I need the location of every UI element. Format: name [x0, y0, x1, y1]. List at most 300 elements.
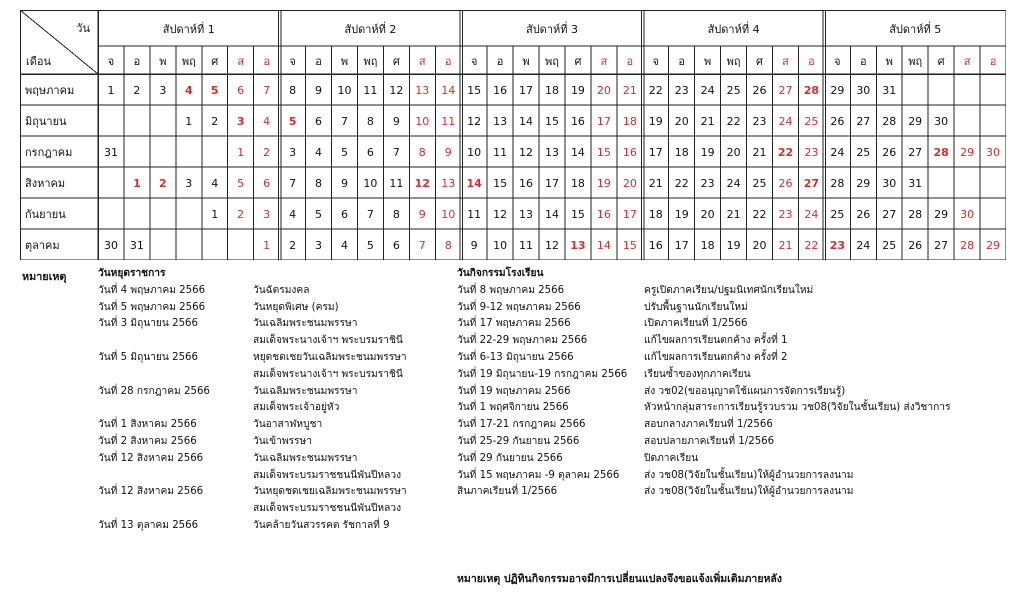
date-cell: 2	[211, 115, 219, 128]
day-header: จ	[470, 55, 478, 68]
date-cell: 14	[596, 239, 611, 252]
date-cell: 26	[778, 177, 793, 190]
day-header: อ	[860, 55, 867, 68]
date-cell: 5	[366, 239, 374, 252]
date-cell: 19	[648, 115, 663, 128]
week-header: สัปดาห์ที่ 4	[707, 23, 760, 36]
date-cell: 1	[107, 84, 115, 97]
date-cell: 6	[263, 177, 271, 190]
day-header: พ	[159, 55, 167, 68]
date-cell: 24	[700, 84, 715, 97]
activity-date: วันที่ 22-29 พฤษภาคม 2566	[457, 335, 588, 347]
activity-row	[457, 300, 1007, 317]
activity-description: แก้ไขผลการเรียนตกค้าง ครั้งที่ 2	[644, 351, 788, 363]
date-cell: 8	[366, 115, 374, 128]
holiday-description: วันหยุดพิเศษ (ครม)	[253, 301, 339, 313]
date-cell: 23	[700, 177, 715, 190]
date-cell: 13	[493, 115, 508, 128]
date-cell: 11	[467, 208, 482, 221]
date-cell: 27	[908, 146, 923, 159]
date-cell: 24	[778, 115, 793, 128]
month-name: พฤษภาคม	[25, 84, 75, 97]
day-header: ศ	[756, 55, 764, 68]
date-cell: 23	[674, 84, 689, 97]
date-cell: 4	[340, 239, 348, 252]
date-cell: 12	[414, 177, 430, 190]
month-name: มิถุนายน	[25, 115, 67, 128]
holidays-title: วันหยุดราชการ	[98, 268, 166, 279]
activity-date: วันที่ 15 พฤษภาคม -9 ตุลาคม 2566	[457, 469, 620, 481]
day-header: จ	[652, 55, 659, 68]
date-cell: 2	[159, 177, 167, 190]
week-header: สัปดาห์ที่ 3	[525, 23, 579, 36]
date-cell: 24	[804, 208, 819, 221]
day-header: พฤ	[908, 55, 923, 68]
date-cell: 27	[882, 208, 897, 221]
holidays-section	[98, 266, 438, 535]
date-cell: 15	[493, 177, 508, 190]
holiday-description: วันเฉลิมพระชนมพรรษา	[253, 452, 358, 464]
date-cell: 6	[392, 239, 400, 252]
corner-month-label: เดือน	[26, 55, 52, 68]
date-cell: 4	[315, 146, 323, 159]
activity-row	[457, 316, 1007, 333]
school-calendar-grid	[20, 10, 1006, 260]
date-cell: 6	[366, 146, 374, 159]
date-cell: 11	[389, 177, 404, 190]
date-cell: 27	[856, 115, 871, 128]
date-cell: 17	[622, 208, 637, 221]
holiday-row	[98, 434, 438, 451]
date-cell: 10	[467, 146, 482, 159]
holiday-description: วันเฉลิมพระชนมพรรษา	[253, 318, 358, 330]
date-cell: 27	[934, 239, 949, 252]
date-cell: 18	[674, 146, 689, 159]
date-cell: 17	[545, 177, 559, 190]
date-cell: 11	[363, 84, 378, 97]
activity-description: สอบกลางภาคเรียนที่ 1/2566	[644, 419, 773, 431]
date-cell: 30	[934, 115, 949, 128]
date-cell: 21	[622, 84, 637, 97]
date-cell: 26	[882, 146, 897, 159]
day-header: อ	[678, 55, 686, 68]
holiday-row	[98, 518, 438, 535]
date-cell: 3	[159, 84, 167, 97]
date-cell: 24	[856, 239, 871, 252]
day-header: พฤ	[181, 55, 196, 68]
date-cell: 9	[315, 84, 323, 97]
date-cell: 29	[830, 84, 845, 97]
date-cell: 7	[418, 239, 426, 252]
date-cell: 17	[648, 146, 663, 159]
date-cell: 26	[752, 84, 767, 97]
date-cell: 25	[752, 177, 767, 190]
date-cell: 8	[289, 84, 297, 97]
date-cell: 4	[289, 208, 297, 221]
corner-day-label: วัน	[76, 22, 90, 35]
activity-description: ส่ง วช08(วิจัยในชั้นเรียน)ให้ผู้อำนวยการลงนาม	[644, 469, 854, 481]
date-cell: 29	[960, 146, 975, 159]
day-header: จ	[107, 55, 115, 68]
holiday-row	[98, 384, 438, 401]
date-cell: 29	[856, 177, 871, 190]
date-cell: 22	[648, 84, 663, 97]
date-cell: 22	[726, 115, 741, 128]
date-cell: 18	[622, 115, 637, 128]
date-cell: 14	[519, 115, 534, 128]
activity-date: วันที่ 6-13 มิถุนายน 2566	[457, 351, 574, 363]
day-header: อ	[496, 55, 504, 68]
date-cell: 30	[882, 177, 897, 190]
date-cell: 16	[622, 146, 637, 159]
date-cell: 25	[830, 208, 845, 221]
day-header: อ	[315, 55, 322, 68]
date-cell: 2	[263, 146, 271, 159]
date-cell: 9	[444, 146, 452, 159]
date-cell: 30	[856, 84, 871, 97]
date-cell: 3	[315, 239, 323, 252]
date-cell: 10	[415, 115, 430, 128]
day-header: พฤ	[545, 55, 559, 68]
date-cell: 16	[570, 115, 585, 128]
activity-description: ปรับพื้นฐานนักเรียนใหม่	[644, 301, 748, 313]
activity-description: หัวหน้ากลุ่มสาระการเรียนรู้รวบรวม วช08(วิจัยในชั้นเรียน) ส่งวิชาการ	[644, 402, 951, 414]
holiday-row	[98, 300, 438, 317]
date-cell: 3	[289, 146, 297, 159]
activity-date: วันที่ 8 พฤษภาคม 2566	[457, 284, 565, 296]
date-cell: 23	[752, 115, 767, 128]
date-cell: 29	[934, 208, 949, 221]
date-cell: 13	[519, 208, 534, 221]
date-cell: 6	[340, 208, 348, 221]
date-cell: 15	[596, 146, 611, 159]
activity-row	[457, 400, 1007, 417]
activity-row	[457, 283, 1007, 300]
holiday-row	[98, 417, 438, 434]
day-header: พ	[704, 55, 712, 68]
date-cell: 8	[392, 208, 400, 221]
holiday-date: วันที่ 1 สิงหาคม 2566	[98, 419, 197, 431]
week-header: สัปดาห์ที่ 5	[889, 23, 942, 36]
date-cell: 13	[441, 177, 456, 190]
day-header: ศ	[211, 55, 219, 68]
holiday-date: วันที่ 5 มิถุนายน 2566	[98, 351, 199, 363]
day-header: อ	[808, 55, 815, 68]
month-name: สิงหาคม	[25, 177, 66, 190]
date-cell: 13	[570, 239, 586, 252]
holiday-date: วันที่ 12 สิงหาคม 2566	[98, 486, 204, 498]
activity-description: สอบปลายภาคเรียนที่ 1/2566	[644, 435, 775, 447]
date-cell: 9	[470, 239, 478, 252]
date-cell: 18	[700, 239, 715, 252]
date-cell: 23	[778, 208, 793, 221]
date-cell: 9	[392, 115, 400, 128]
date-cell: 20	[700, 208, 715, 221]
activity-row	[457, 451, 1007, 468]
holiday-description: วันหยุดชดเชยเฉลิมพระชนมพรรษา	[253, 486, 407, 498]
date-cell: 6	[315, 115, 323, 128]
holiday-date: วันที่ 12 สิงหาคม 2566	[98, 452, 204, 464]
holiday-date: วันที่ 13 ตุลาคม 2566	[98, 519, 199, 531]
holiday-row	[98, 468, 438, 485]
date-cell: 7	[263, 84, 271, 97]
date-cell: 12	[493, 208, 508, 221]
date-cell: 13	[415, 84, 430, 97]
date-cell: 5	[315, 208, 323, 221]
date-cell: 17	[596, 115, 611, 128]
holiday-row	[98, 451, 438, 468]
holiday-date: วันที่ 2 สิงหาคม 2566	[98, 435, 197, 447]
date-cell: 26	[830, 115, 845, 128]
activity-description: เรียนซ้ำของทุกภาคเรียน	[644, 368, 751, 380]
date-cell: 15	[467, 84, 482, 97]
day-header: อ	[263, 55, 270, 68]
holiday-row	[98, 367, 438, 384]
date-cell: 23	[829, 239, 846, 252]
date-cell: 19	[674, 208, 689, 221]
date-cell: 21	[648, 177, 663, 190]
month-name: กรกฎาคม	[25, 146, 73, 159]
day-header: พฤ	[363, 55, 378, 68]
holiday-date: วันที่ 4 พฤษภาคม 2566	[98, 284, 206, 296]
date-cell: 25	[726, 84, 741, 97]
date-cell: 3	[185, 177, 193, 190]
date-cell: 19	[726, 239, 741, 252]
date-cell: 6	[237, 84, 245, 97]
holiday-row	[98, 350, 438, 367]
date-cell: 11	[493, 146, 508, 159]
activity-date: วันที่ 17 พฤษภาคม 2566	[457, 318, 571, 330]
holiday-row	[98, 400, 438, 417]
date-cell: 22	[752, 208, 767, 221]
date-cell: 2	[133, 84, 141, 97]
date-cell: 21	[700, 115, 715, 128]
date-cell: 8	[315, 177, 323, 190]
date-cell: 1	[185, 115, 193, 128]
date-cell: 1	[263, 239, 271, 252]
day-header: จ	[289, 55, 296, 68]
date-cell: 31	[103, 146, 118, 159]
date-cell: 2	[237, 208, 245, 221]
date-cell: 15	[622, 239, 637, 252]
date-cell: 5	[210, 84, 219, 97]
holiday-row	[98, 333, 438, 350]
date-cell: 24	[726, 177, 741, 190]
date-cell: 11	[519, 239, 534, 252]
date-cell: 1	[237, 146, 245, 159]
date-cell: 17	[519, 84, 534, 97]
holiday-description: สมเด็จพระนางเจ้าฯ พระบรมราชินี	[253, 335, 403, 347]
date-cell: 16	[596, 208, 611, 221]
activity-row	[457, 468, 1007, 485]
date-cell: 16	[519, 177, 534, 190]
date-cell: 18	[570, 177, 585, 190]
date-cell: 23	[804, 146, 819, 159]
activity-row	[457, 484, 1007, 501]
date-cell: 1	[133, 177, 141, 190]
date-cell: 4	[211, 177, 219, 190]
date-cell: 22	[804, 239, 819, 252]
date-cell: 25	[856, 146, 871, 159]
date-cell: 11	[441, 115, 456, 128]
holiday-description: วันคล้ายวันสวรรคต รัชกาลที่ 9	[253, 519, 390, 531]
date-cell: 8	[418, 146, 426, 159]
date-cell: 28	[882, 115, 897, 128]
date-cell: 12	[389, 84, 404, 97]
date-cell: 20	[622, 177, 637, 190]
date-cell: 4	[184, 84, 193, 97]
date-cell: 15	[570, 208, 585, 221]
activity-row	[457, 367, 1007, 384]
date-cell: 27	[778, 84, 793, 97]
activity-row	[457, 350, 1007, 367]
date-cell: 10	[337, 84, 352, 97]
date-cell: 12	[545, 239, 559, 252]
day-header: ส	[237, 55, 245, 68]
activity-description: ปิดภาคเรียน	[644, 452, 699, 464]
date-cell: 30	[986, 146, 1001, 159]
date-cell: 20	[674, 115, 689, 128]
date-cell: 13	[545, 146, 559, 159]
date-cell: 20	[596, 84, 611, 97]
date-cell: 10	[363, 177, 378, 190]
remarks-label: หมายเหตุ	[22, 270, 67, 283]
holiday-date: วันที่ 5 พฤษภาคม 2566	[98, 301, 206, 313]
day-header: ศ	[937, 55, 945, 68]
activity-description: แก้ไขผลการเรียนตกค้าง ครั้งที่ 1	[644, 335, 788, 347]
activity-date: สินภาคเรียนที่ 1/2566	[457, 486, 558, 498]
date-cell: 22	[674, 177, 689, 190]
day-header: พ	[522, 55, 530, 68]
day-header: พ	[340, 55, 349, 68]
date-cell: 7	[289, 177, 297, 190]
activities-title: วันกิจกรรมโรงเรียน	[457, 268, 544, 279]
date-cell: 16	[648, 239, 663, 252]
date-cell: 28	[803, 84, 820, 97]
activity-row	[457, 384, 1007, 401]
date-cell: 7	[340, 115, 348, 128]
date-cell: 28	[908, 208, 923, 221]
date-cell: 14	[570, 146, 585, 159]
holiday-row	[98, 283, 438, 300]
date-cell: 18	[648, 208, 663, 221]
day-header: ส	[782, 55, 789, 68]
date-cell: 29	[986, 239, 1001, 252]
week-header: สัปดาห์ที่ 1	[162, 23, 215, 36]
date-cell: 3	[263, 208, 271, 221]
day-header: จ	[834, 55, 841, 68]
date-cell: 14	[545, 208, 559, 221]
date-cell: 4	[263, 115, 271, 128]
date-cell: 28	[933, 146, 949, 159]
date-cell: 12	[467, 115, 482, 128]
day-header: พ	[885, 55, 893, 68]
date-cell: 10	[441, 208, 456, 221]
date-cell: 26	[908, 239, 923, 252]
holiday-description: วันเฉลิมพระชนมพรรษา	[253, 385, 358, 397]
holiday-description: สมเด็จพระนางเจ้าฯ พระบรมราชินี	[253, 368, 403, 380]
holiday-description: วันอาสาฬหบูชา	[253, 419, 323, 431]
date-cell: 27	[803, 177, 820, 190]
day-header: ศ	[392, 55, 400, 68]
date-cell: 5	[288, 115, 297, 128]
date-cell: 18	[545, 84, 559, 97]
activity-description: ครูเปิดภาคเรียน/ปฐมนิเทศนักเรียนใหม่	[644, 284, 814, 296]
holiday-description: วันเข้าพรรษา	[253, 435, 312, 447]
day-header: อ	[133, 55, 141, 68]
date-cell: 5	[340, 146, 348, 159]
activity-date: วันที่ 25-29 กันยายน 2566	[457, 435, 580, 447]
date-cell: 21	[752, 146, 767, 159]
date-cell: 17	[674, 239, 689, 252]
holiday-description: สมเด็จพระบรมราชชนนีพันปีหลวง	[253, 469, 402, 481]
activities-section	[457, 266, 1007, 501]
date-cell: 26	[856, 208, 871, 221]
date-cell: 31	[882, 84, 897, 97]
holiday-description: สมเด็จพระเจ้าอยู่หัว	[253, 402, 340, 414]
date-cell: 28	[830, 177, 845, 190]
date-cell: 20	[752, 239, 767, 252]
holiday-date: วันที่ 3 มิถุนายน 2566	[98, 318, 199, 330]
activity-date: วันที่ 9-12 พฤษภาคม 2566	[457, 301, 581, 313]
date-cell: 14	[441, 84, 456, 97]
activity-date: วันที่ 17-21 กรกฎาคม 2566	[457, 419, 586, 431]
holiday-row	[98, 484, 438, 501]
footer-note: หมายเหตุ ปฏิทินกิจกรรมอาจมีการเปลี่ยนแปลงจึงขอแจ้งเพิ่มเติมภายหลัง	[457, 573, 782, 585]
holiday-description: หยุดชดเชยวันเฉลิมพระชนมพรรษา	[253, 351, 407, 363]
day-header: อ	[989, 55, 997, 68]
holiday-row	[98, 316, 438, 333]
date-cell: 31	[908, 177, 923, 190]
date-cell: 9	[418, 208, 426, 221]
holiday-description: วันฉัตรมงคล	[253, 284, 310, 296]
date-cell: 2	[289, 239, 297, 252]
activity-description: ส่ง วช02(ขออนุญาตใช้แผนการจัดการเรียนรู้)	[644, 385, 846, 397]
activity-date: วันที่ 29 กันยายน 2566	[457, 452, 563, 464]
date-cell: 19	[596, 177, 611, 190]
day-header: อ	[444, 55, 452, 68]
date-cell: 10	[493, 239, 508, 252]
date-cell: 8	[444, 239, 452, 252]
holiday-row	[98, 501, 438, 518]
date-cell: 31	[129, 239, 144, 252]
date-cell: 9	[340, 177, 348, 190]
date-cell: 5	[237, 177, 245, 190]
date-cell: 25	[882, 239, 897, 252]
date-cell: 28	[960, 239, 975, 252]
date-cell: 24	[830, 146, 845, 159]
holiday-description: สมเด็จพระบรมราชชนนีพันปีหลวง	[253, 503, 402, 515]
month-name: กันยายน	[25, 208, 66, 221]
date-cell: 25	[804, 115, 819, 128]
date-cell: 30	[103, 239, 118, 252]
holiday-date: วันที่ 28 กรกฎาคม 2566	[98, 385, 210, 397]
month-name: ตุลาคม	[25, 239, 60, 252]
week-header: สัปดาห์ที่ 2	[344, 23, 397, 36]
date-cell: 30	[960, 208, 975, 221]
date-cell: 22	[777, 146, 794, 159]
activity-row	[457, 333, 1007, 350]
date-cell: 7	[366, 208, 374, 221]
day-header: อ	[626, 55, 634, 68]
date-cell: 21	[778, 239, 793, 252]
date-cell: 12	[519, 146, 534, 159]
date-cell: 15	[545, 115, 559, 128]
day-header: พฤ	[726, 55, 741, 68]
activity-row	[457, 434, 1007, 451]
date-cell: 19	[700, 146, 715, 159]
date-cell: 20	[726, 146, 741, 159]
